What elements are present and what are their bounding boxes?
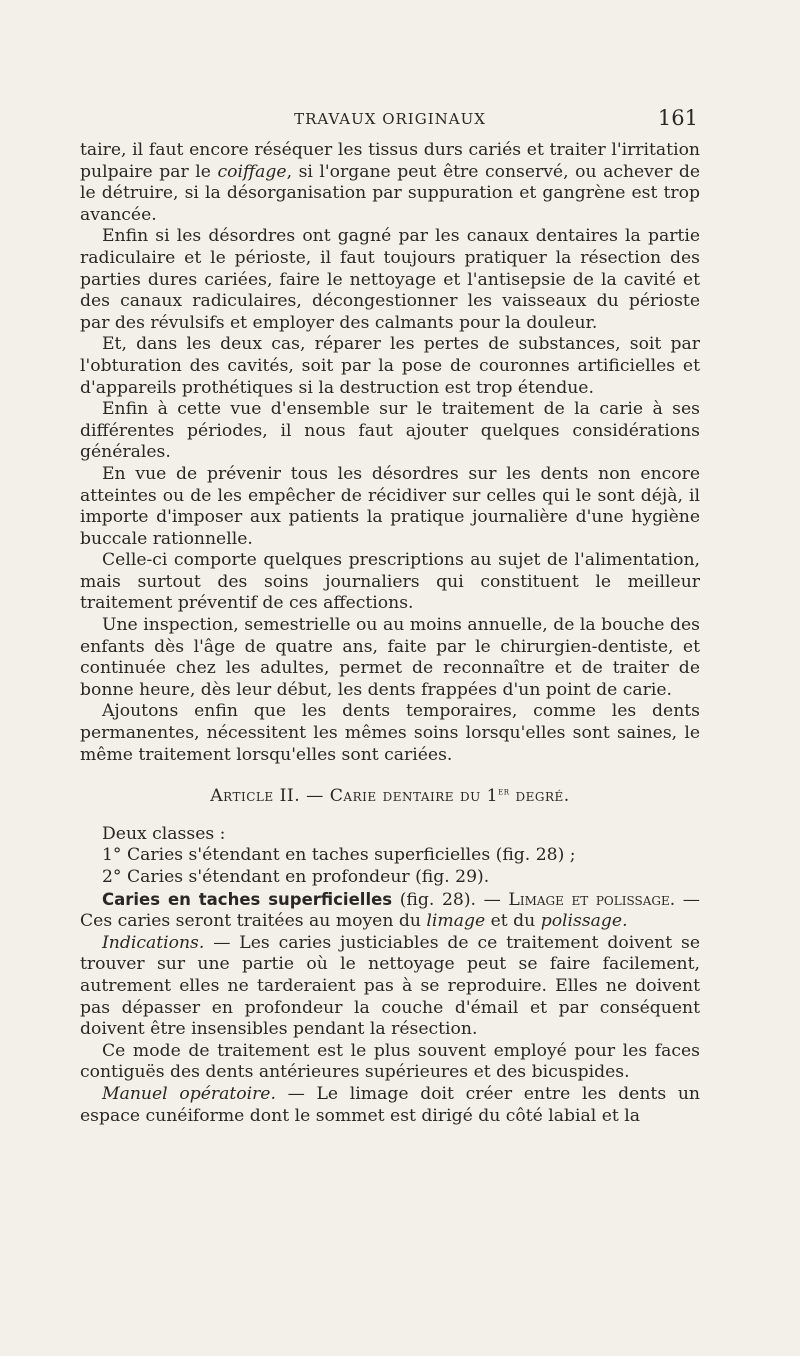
italic-term: coiffage <box>217 161 287 182</box>
superscript: er <box>498 786 510 798</box>
paragraph-5: En vue de prévenir tous les désordres sur les dents non encore atteintes ou de les empêcher de récidiver sur celles qui le sont déjà, il importe d'imposer aux patients la pratique journalière d'une hygiène buccale rationnelle. <box>80 463 700 549</box>
text-run: et du <box>485 911 541 932</box>
class-item-1: 1° Caries s'étendant en taches superficielles (fig. 28) ; <box>102 845 576 866</box>
text-run: Article II. — Carie dentaire du 1 <box>210 786 499 807</box>
text-run: (fig. 28). — <box>392 889 509 910</box>
paragraph-1 <box>80 140 700 226</box>
paragraph-3: Et, dans les deux cas, réparer les pertes de substances, soit par l'obturation des cavités, soit par la pose de couronnes artificielles et d'appareils prothétiques si la destruction est trop étendue. <box>80 334 700 398</box>
paragraph-10 <box>80 933 700 1041</box>
small-caps-term: Limage et polissage. <box>508 889 676 910</box>
italic-term: polissage. <box>540 911 628 932</box>
paragraph-12 <box>80 1084 700 1127</box>
paragraph-11: Ce mode de traitement est le plus souvent employé pour les faces contiguës des dents antérieures supérieures et des bicuspides. <box>80 1040 700 1083</box>
text-run: degré. <box>509 786 570 807</box>
body-text <box>80 140 700 1127</box>
article-heading <box>80 786 700 808</box>
text-run: , si l'organe peut être conservé, ou achever de le détruire, si la désorganisation par suppuration et gangrène est trop avancée. <box>80 161 701 225</box>
page-header <box>80 106 700 130</box>
text-run: — Les caries justiciables de ce traitement doivent se trouver sur une partie où le nettoyage peut se faire facilement, autrement elles ne tarderaient pas à se reproduire. Elles ne doivent pas dépasser en profondeur la couche d'émail et par conséquent doivent être insensibles pendant la résection. <box>80 932 700 1040</box>
paragraph-4: Enfin à cette vue d'ensemble sur le traitement de la carie à ses différentes périodes, il nous faut ajouter quelques considérations générales. <box>80 399 700 463</box>
section-title: Caries en taches superficielles <box>102 889 393 909</box>
italic-term: Manuel opératoire. <box>102 1083 276 1104</box>
paragraph-8: Ajoutons enfin que les dents temporaires, comme les dents permanentes, nécessitent les mêmes soins lorsqu'elles sont saines, le même traitement lorsqu'elles sont cariées. <box>80 701 700 765</box>
text-run: taire, il faut encore réséquer les tissus durs cariés et traiter l'irritation pulpaire par le <box>80 140 700 182</box>
classes-intro: Deux classes : <box>102 823 226 844</box>
page-number: 161 <box>657 106 698 130</box>
paragraph-2: Enfin si les désordres ont gagné par les canaux dentaires la partie radiculaire et le périoste, il faut toujours pratiquer la résection des parties dures cariées, faire le nettoyage et l'antisepsie de la cavité et des canaux radiculaires, décongestionner les vaisseaux du périoste par des révulsifs et employer des calmants pour la douleur. <box>80 226 700 333</box>
paragraph-9 <box>80 889 700 933</box>
italic-term: limage <box>426 911 486 932</box>
paragraph-6: Celle-ci comporte quelques prescriptions au sujet de l'alimentation, mais surtout des soins journaliers qui constituent le meilleur traitement préventif de ces affections. <box>80 550 700 614</box>
paragraph-7: Une inspection, semestrielle ou au moins annuelle, de la bouche des enfants dès l'âge de quatre ans, faite par le chirurgien-dentiste, et continuée chez les adultes, permet de reconnaître et de traiter de bonne heure, dès leur début, les dents frappées d'un point de carie. <box>80 615 700 700</box>
class-item-2: 2° Caries s'étendant en profondeur (fig. 29). <box>102 867 490 887</box>
text-run: — Ces caries seront traitées au moyen du <box>80 889 700 932</box>
running-head: TRAVAUX ORIGINAUX <box>294 110 486 128</box>
italic-term: Indications. <box>102 932 205 953</box>
text-run: — Le limage doit créer entre les dents un espace cunéiforme dont le sommet est dirigé du côté labial et la <box>80 1083 700 1126</box>
